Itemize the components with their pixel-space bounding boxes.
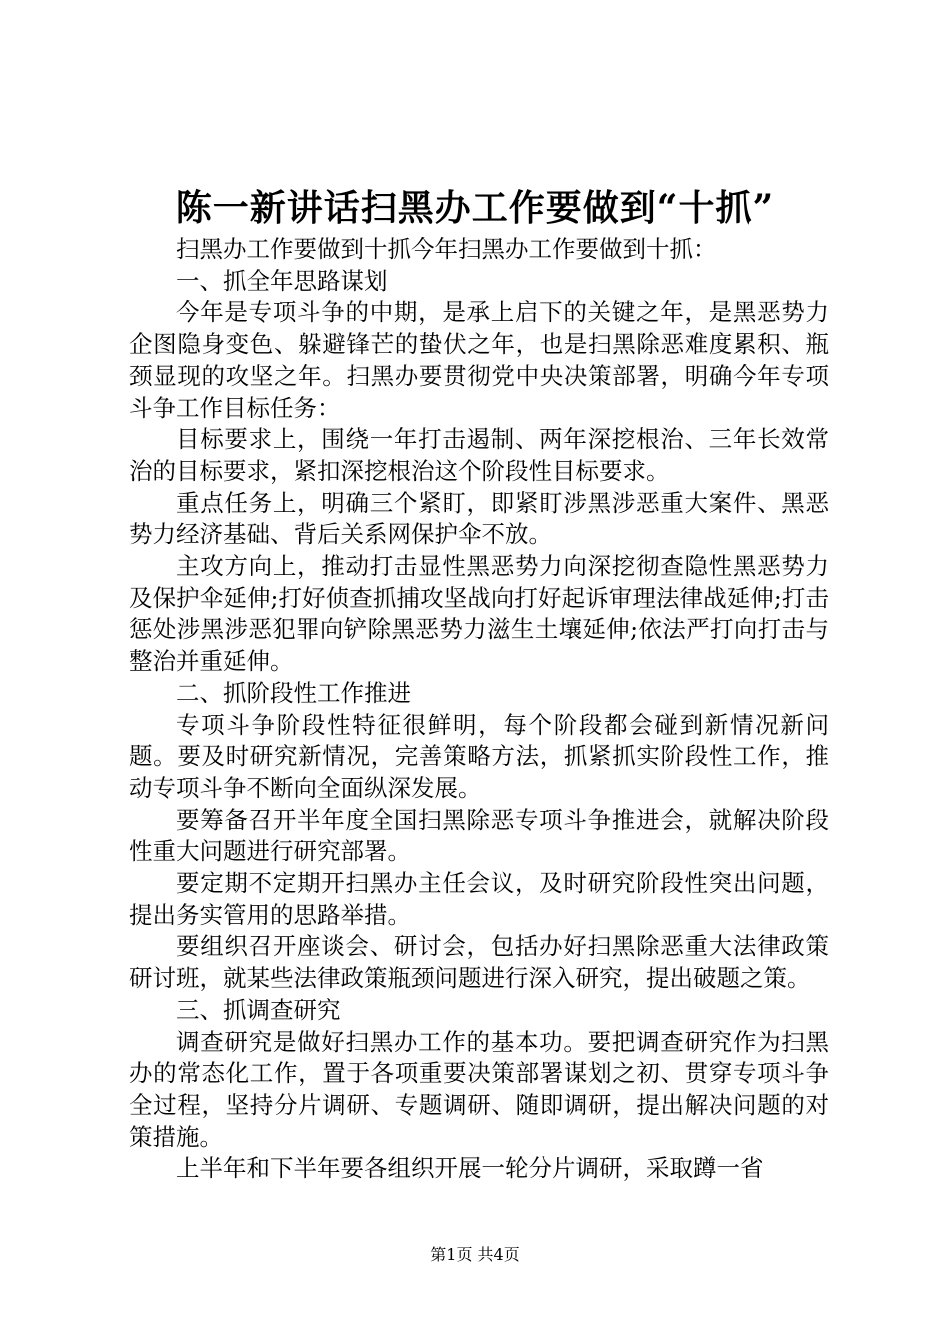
document-title: 陈一新讲话扫黑办工作要做到“十抓” — [175, 187, 775, 229]
section-heading-2: 二、抓阶段性工作推进 — [176, 678, 411, 707]
body-paragraph: 要定期不定期开扫黑办主任会议，及时研究阶段性突出问题，提出务实管用的思路举措。 — [129, 869, 829, 929]
page-number-footer: 第1页 共4页 — [430, 1245, 520, 1264]
section-heading-1: 一、抓全年思路谋划 — [176, 266, 388, 295]
body-paragraph: 今年是专项斗争的中期，是承上启下的关键之年，是黑恶势力企图隐身变色、躲避锋芒的蛰伏之年，也是扫黑除恶难度累积、瓶颈显现的攻坚之年。扫黑办要贯彻党中央决策部署，明确今年专项斗争工作目标任务： — [129, 298, 829, 422]
body-paragraph: 要组织召开座谈会、研讨会，包括办好扫黑除恶重大法律政策研讨班，就某些法律政策瓶颈问题进行深入研究，提出破题之策。 — [129, 932, 829, 993]
intro-paragraph: 扫黑办工作要做到十抓今年扫黑办工作要做到十抓： — [176, 235, 717, 263]
body-paragraph: 调查研究是做好扫黑办工作的基本功。要把调查研究作为扫黑办的常态化工作，置于各项重要决策部署谋划之初、贯穿专项斗争全过程，坚持分片调研、专题调研、随即调研，提出解决问题的对策措施。 — [129, 1027, 829, 1151]
section-heading-3: 三、抓调查研究 — [176, 995, 341, 1024]
body-paragraph: 目标要求上，围绕一年打击遏制、两年深挖根治、三年长效常治的目标要求，紧扣深挖根治这个阶段性目标要求。 — [129, 425, 829, 485]
body-paragraph: 要筹备召开半年度全国扫黑除恶专项斗争推进会，就解决阶段性重大问题进行研究部署。 — [129, 805, 829, 866]
body-paragraph: 上半年和下半年要各组织开展一轮分片调研，采取蹲一省 — [176, 1154, 764, 1183]
body-paragraph: 主攻方向上，推动打击显性黑恶势力向深挖彻查隐性黑恶势力及保护伞延伸;打好侦查抓捕攻坚战向打好起诉审理法律战延伸;打击惩处涉黑涉恶犯罪向铲除黑恶势力滋生土壤延伸;依法严打向打击与整治并重延伸。 — [129, 552, 829, 676]
body-paragraph: 专项斗争阶段性特征很鲜明，每个阶段都会碰到新情况新问题。要及时研究新情况，完善策略方法，抓紧抓实阶段性工作，推动专项斗争不断向全面纵深发展。 — [129, 710, 829, 802]
body-paragraph: 重点任务上，明确三个紧盯，即紧盯涉黑涉恶重大案件、黑恶势力经济基础、背后关系网保护伞不放。 — [129, 488, 829, 549]
document-body — [129, 234, 829, 1185]
